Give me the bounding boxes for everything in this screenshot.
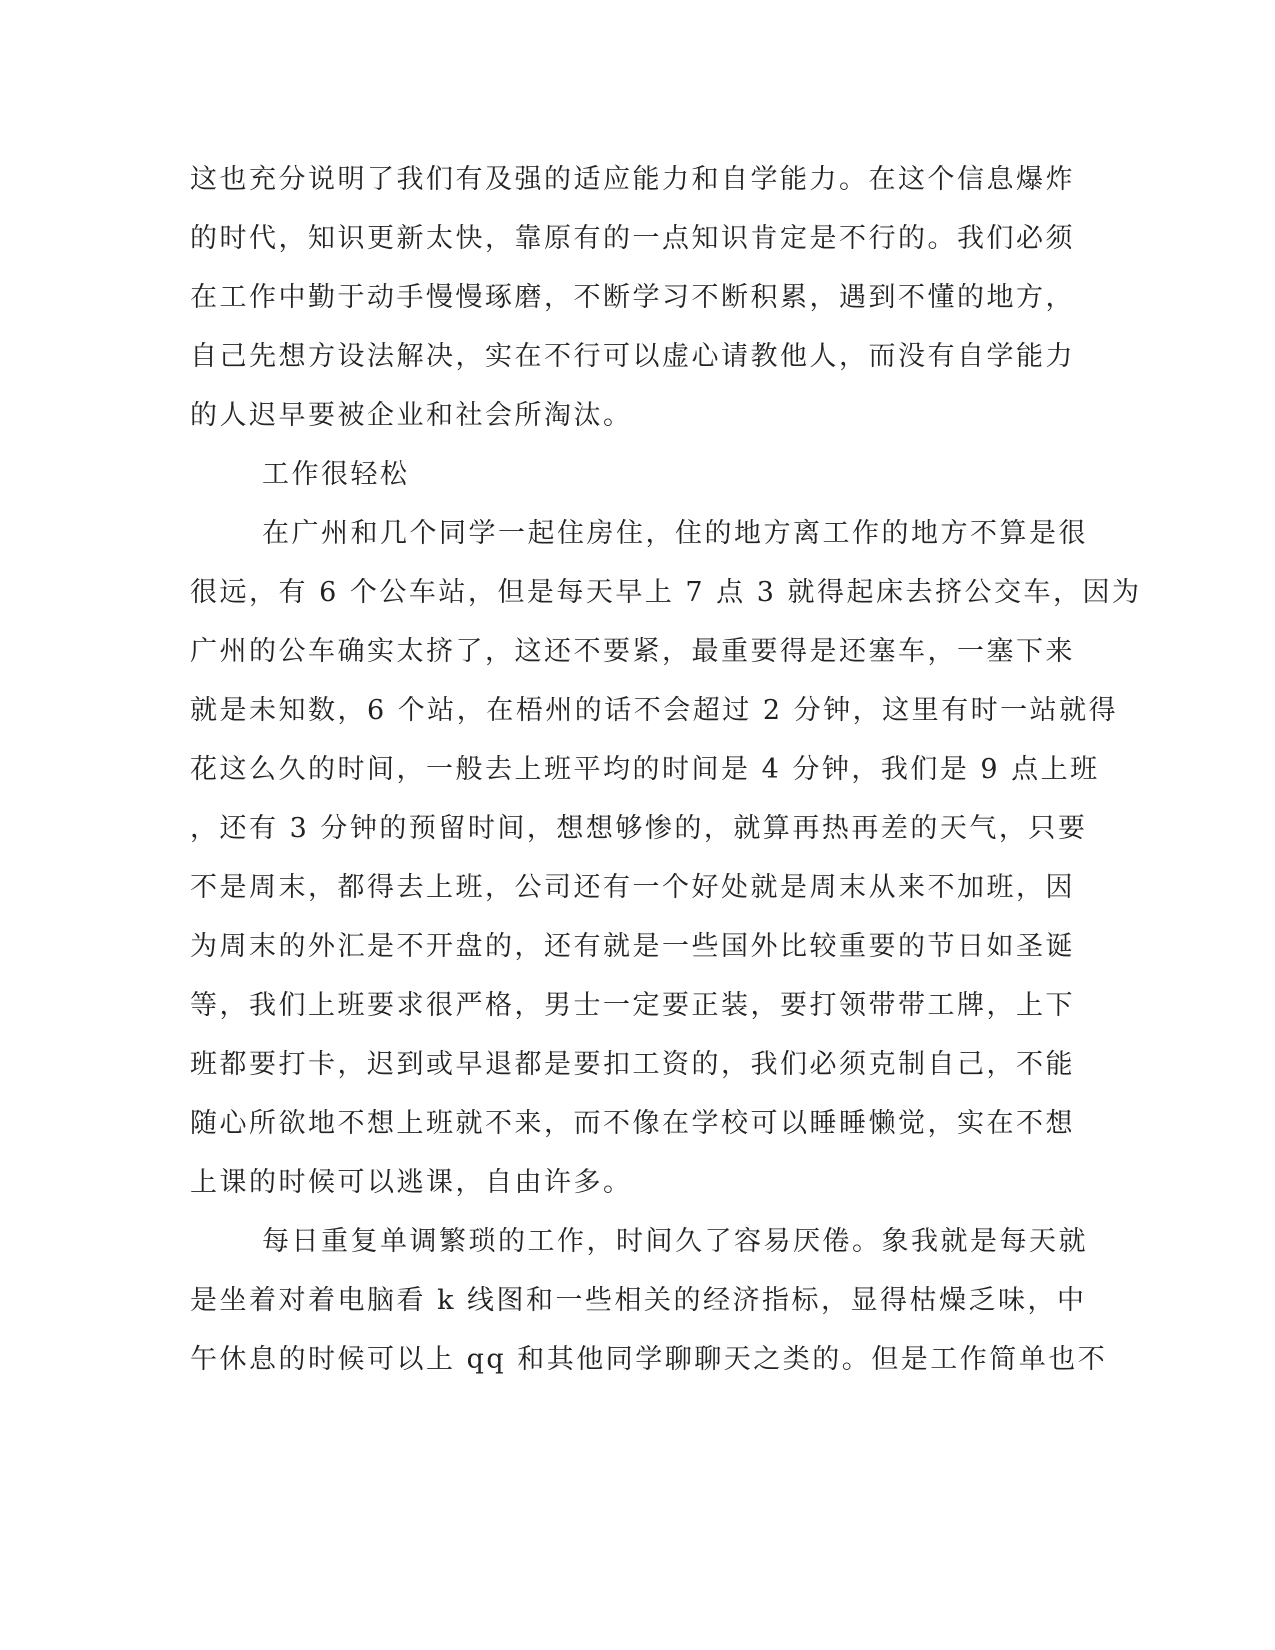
- text-line-10: 就是未知数，6 个站，在梧州的话不会超过 2 分钟，这里有时一站就得: [190, 695, 1119, 726]
- text-line-13: 不是周末，都得去上班，公司还有一个好处就是周末从来不加班，因: [190, 872, 1075, 903]
- text-line-3: 在工作中勤于动手慢慢琢磨，不断学习不断积累，遇到不懂的地方，: [190, 282, 1075, 313]
- paragraph-start-1: 在广州和几个同学一起住房住，住的地方离工作的地方不算是很: [262, 518, 1088, 549]
- text-line-1: 这也充分说明了我们有及强的适应能力和自学能力。在这个信息爆炸: [190, 164, 1075, 195]
- text-line-17: 随心所欲地不想上班就不来，而不像在学校可以睡睡懒觉，实在不想: [190, 1108, 1075, 1139]
- text-line-8: 很远，有 6 个公车站，但是每天早上 7 点 3 就得起床去挤公交车，因为: [190, 577, 1142, 608]
- text-line-20: 是坐着对着电脑看 k 线图和一些相关的经济指标，显得枯燥乏味，中: [190, 1285, 1087, 1316]
- text-line-16: 班都要打卡，迟到或早退都是要扣工资的，我们必须克制自己，不能: [190, 1049, 1075, 1080]
- text-line-12: ，还有 3 分钟的预留时间，想想够惨的，就算再热再差的天气，只要: [190, 813, 1088, 844]
- text-line-18: 上课的时候可以逃课，自由许多。: [190, 1167, 633, 1198]
- text-line-15: 等，我们上班要求很严格，男士一定要正装，要打领带带工牌，上下: [190, 990, 1075, 1021]
- text-line-9: 广州的公车确实太挤了，这还不要紧，最重要得是还塞车，一塞下来: [190, 636, 1075, 667]
- text-line-11: 花这么久的时间，一般去上班平均的时间是 4 分钟，我们是 9 点上班: [190, 754, 1100, 785]
- section-heading: 工作很轻松: [262, 459, 410, 490]
- text-line-21: 午休息的时候可以上 qq 和其他同学聊聊天之类的。但是工作简单也不: [190, 1344, 1108, 1375]
- text-line-5: 的人迟早要被企业和社会所淘汰。: [190, 400, 633, 431]
- text-line-2: 的时代，知识更新太快，靠原有的一点知识肯定是不行的。我们必须: [190, 223, 1075, 254]
- text-line-4: 自己先想方设法解决，实在不行可以虚心请教他人，而没有自学能力: [190, 341, 1075, 372]
- text-line-14: 为周末的外汇是不开盘的，还有就是一些国外比较重要的节日如圣诞: [190, 931, 1075, 962]
- paragraph-start-2: 每日重复单调繁琐的工作，时间久了容易厌倦。象我就是每天就: [262, 1226, 1088, 1257]
